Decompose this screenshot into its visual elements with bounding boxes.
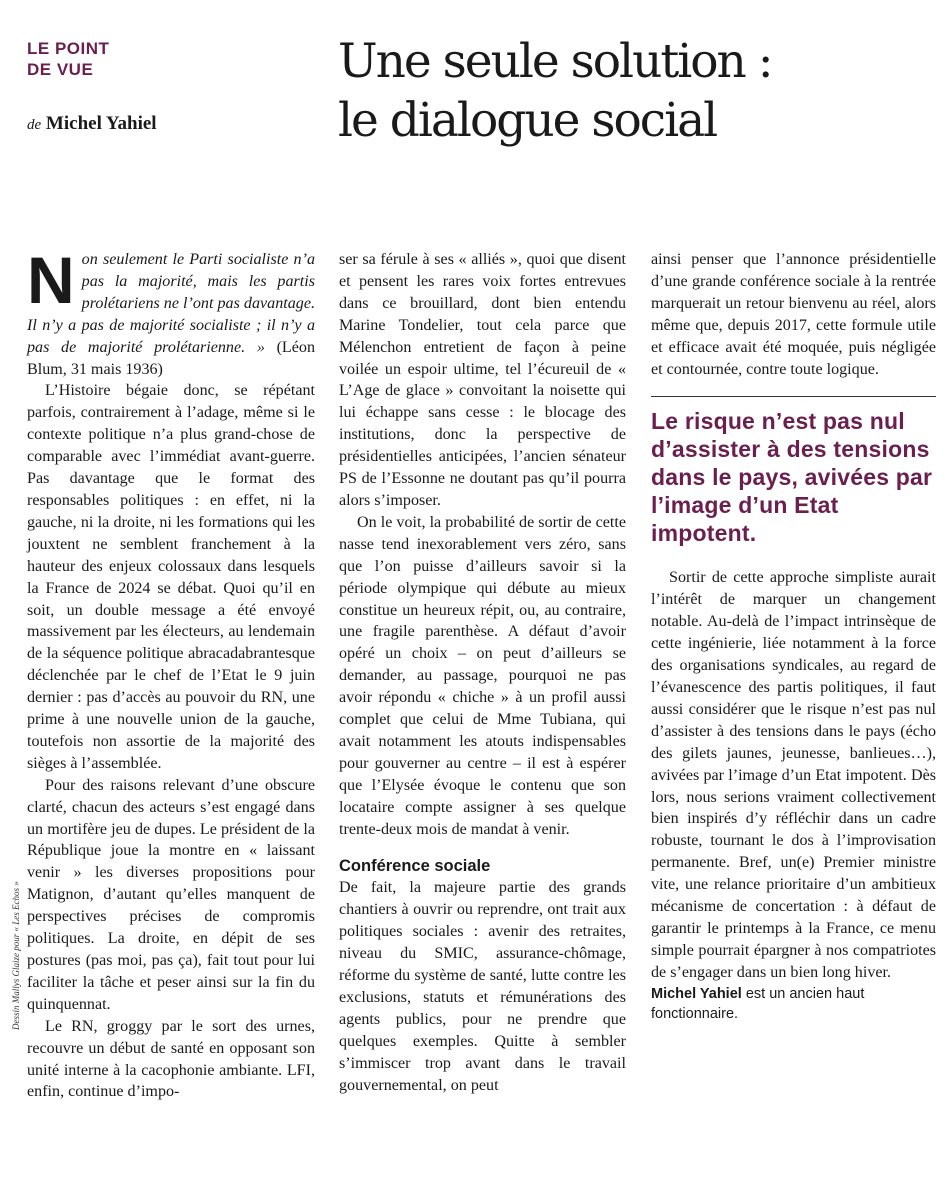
section-label — [27, 38, 109, 80]
headline-line1: Une seule solution : — [338, 34, 772, 89]
lead-paragraph — [27, 243, 315, 380]
bio-text: est un ancien haut fonctionnaire. — [651, 985, 865, 1022]
body-paragraph: Sortir de cette approche simpliste aurait l’intérêt de marquer un changement notable. Au-delà de l’impact intrinsèque de cette ingénierie, liée notamment à la force des organisations syndicales, au regard de l’évanescence des partis politiques, il faut aussi considérer que le risque n’est pas nul d’assister à des tensions dans le pays (écho des gilets jaunes, jeunesse, banlieues…), avivées par l’image d’un Etat impotent. Dès lors, nous serions vraiment collectivement bien inspirés d’y réfléchir dans un cadre robuste, tournant le dos à l’improvisation permanente. Bref, un(e) Premier ministre vite, une relance prioritaire d’un ambitieux mécanisme de concertation : à défaut de garantir le printemps à la France, ce menu simple pourrait épargner à nos compatriotes de s’engager dans un bien long hiver. — [651, 569, 936, 981]
bio-name: Michel Yahiel — [651, 985, 742, 1002]
body-paragraph: Le RN, groggy par le sort des urnes, recouvre un début de santé en opposant son unité interne à la cacophonie ambiante. LFI, enfin, continue d’impo- — [27, 1017, 315, 1101]
body-paragraph: On le voit, la probabilité de sortir de cette nasse tend inexorablement vers zéro, sans que l’on puisse d’ailleurs savoir si la période olympique qui débute au mieux constitue un heureux répit, ou, au contraire, une fragile parenthèse. A défaut d’avoir opéré un choix – on peut d’ailleurs se demander, au passage, pourquoi ne pas avoir répondu « chiche » à un profil aussi complet que celui de Mme Tubiana, qui avait notamment les atouts indispensables pour gouverner au centre – il est à espérer que l’Elysée évoque le contenu que son locataire compte assigner à ses quelque trente-deux mois de mandat à venir. — [339, 513, 626, 838]
pull-quote: Le risque n’est pas nul d’assister à des tensions dans le pays, avivées par l’image d’un Etat impotent. — [651, 396, 936, 547]
section-label-line2: DE VUE — [27, 60, 94, 79]
headline-line2: le dialogue social — [338, 93, 717, 148]
byline-prefix: de — [27, 117, 42, 133]
byline — [27, 113, 157, 135]
author-bio — [651, 984, 936, 1024]
article-column-2 — [339, 249, 626, 1097]
lead-attribution: (Léon Blum, 31 mais 1936) — [27, 338, 315, 378]
byline-author: Michel Yahiel — [45, 113, 157, 134]
body-paragraph: De fait, la majeure partie des grands chantiers à ouvrir ou reprendre, ont trait aux politiques sociales : avenir des retraites, niveau du SMIC, assurance-chômage, réforme du système de santé, lutte contre les exclusions, statuts et rémunérations des agents publics, pour ne prendre que quelques exemples. Quitte à sembler s’immiscer trop avant dans le travail gouvernemental, on peut — [339, 879, 626, 1094]
body-paragraph: Pour des raisons relevant d’une obscure clarté, chacun des acteurs s’est engagé dans un mortifère jeu de dupes. Le président de la République joue la montre en « laissant venir » les diverses propositions pour Matignon, d’autant qu’elles manquent de perspectives précises de compromis politiques. La droite, en dépit de ses postures (pas moi, pas ça), fait tout pour lui faciliter la tâche et peser ainsi sur la fin du quinquennat. — [27, 776, 315, 1013]
lead-quote: on seulement le Parti socialiste n’a pas la majorité, mais les partis prolétariens ne l’ont pas davantage. Il n’y a pas de majorité socialiste ; il n’y a pas de majorité prolétarienne. » — [27, 251, 315, 356]
drop-cap: N — [27, 243, 75, 317]
body-paragraph: ser sa férule à ses « alliés », quoi que disent et pensent les rares voix fortes entrevues dans ce brouillard, dont bien entendu Marine Tondelier, tout cela parce que Mélenchon entretient de façon à peine voilée un espoir ultime, tel l’écureuil de « L’Age de glace » convoitant la noisette qui lui échappe sans cesse : le blocage des institutions, donc la perspective de présidentielles anticipées, l’ancien sénateur PS de l’Essonne ne doutant pas qu’il pourra alors s’imposer. — [339, 251, 626, 509]
body-paragraph: ainsi penser que l’annonce présidentielle d’une grande conférence sociale à la rentrée marquerait un retour bienvenu au réel, alors même que, depuis 2017, cette formule utile et efficace avait été moquée, puis négligée et contournée, contre toute logique. — [651, 251, 936, 378]
subheading: Conférence sociale — [339, 857, 491, 876]
illustration-credit: Dessin Mallys Glaize pour « Les Echos » — [11, 881, 21, 1030]
article-column-3 — [651, 249, 936, 1024]
article-column-1 — [27, 243, 315, 1103]
headline — [338, 32, 928, 150]
section-label-line1: LE POINT — [27, 39, 110, 58]
body-paragraph: L’Histoire bégaie donc, se répétant parfois, contrairement à l’adage, même si le contexte politique n’a plus grand-chose de comparable avec l’immédiat avant-guerre. Pas davantage que le format des responsables politiques : en effet, ni la gauche, ni la droite, ni les formations qui les jouxtent ne semblent franchement à la hauteur des enjeux colossaux dans lesquels la France de 2024 se débat. Quoi qu’il en soit, un double message a été envoyé massivement par les électeurs, au lendemain de la séquence politique abracadabrantesque déclenchée par le chef de l’Etat le 9 juin dernier : pas d’accès au pouvoir du RN, une prime à une nouvelle union de la gauche, toutefois non assortie de la majorité des sièges à l’assemblée. — [27, 382, 315, 772]
